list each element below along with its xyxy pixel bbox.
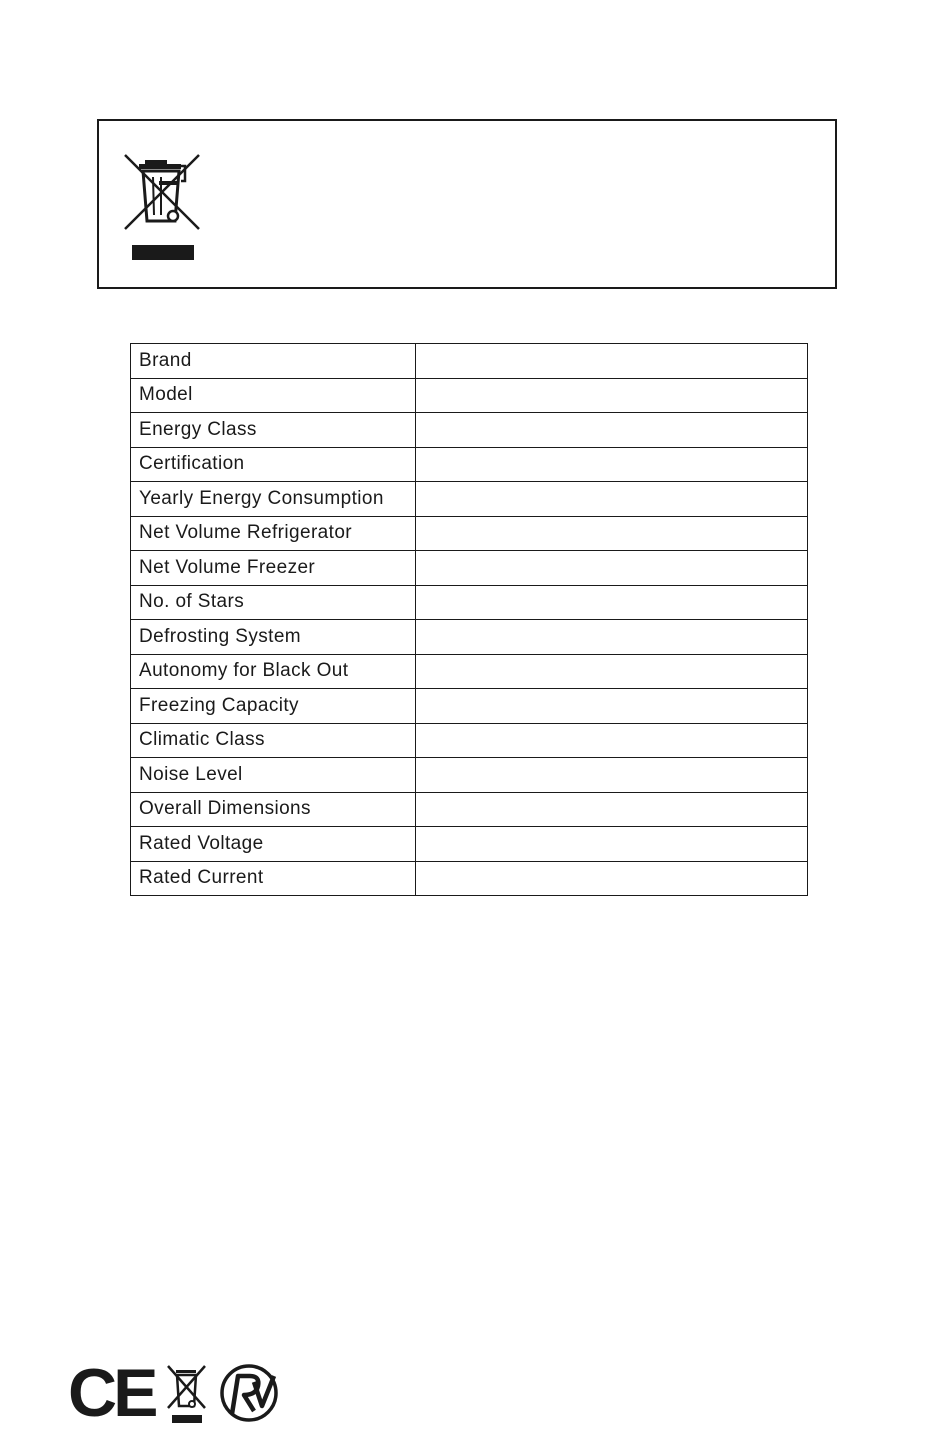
spec-label: Rated Voltage <box>131 827 416 862</box>
rv-mark-icon <box>222 1366 276 1420</box>
spec-label: No. of Stars <box>131 585 416 620</box>
table-row <box>131 378 808 413</box>
spec-value <box>416 482 808 517</box>
spec-label: Freezing Capacity <box>131 689 416 724</box>
spec-label: Model <box>131 378 416 413</box>
table-row <box>131 689 808 724</box>
table-row <box>131 723 808 758</box>
spec-label: Energy Class <box>131 413 416 448</box>
spec-value <box>416 447 808 482</box>
crossed-out-wheelie-bin-icon <box>123 153 203 265</box>
spec-label: Brand <box>131 344 416 379</box>
spec-value <box>416 378 808 413</box>
table-row <box>131 620 808 655</box>
table-row <box>131 758 808 793</box>
weee-bin-icon <box>168 1366 205 1423</box>
spec-label: Net Volume Refrigerator <box>131 516 416 551</box>
specification-table <box>130 343 808 896</box>
certification-logos <box>68 1360 288 1430</box>
spec-label: Noise Level <box>131 758 416 793</box>
spec-value <box>416 654 808 689</box>
spec-label: Certification <box>131 447 416 482</box>
table-row <box>131 516 808 551</box>
spec-value <box>416 861 808 896</box>
spec-value <box>416 689 808 724</box>
spec-value <box>416 827 808 862</box>
spec-value <box>416 792 808 827</box>
table-row <box>131 551 808 586</box>
weee-notice-box <box>97 119 837 289</box>
spec-label: Rated Current <box>131 861 416 896</box>
spec-value <box>416 620 808 655</box>
table-row <box>131 482 808 517</box>
spec-label: Overall Dimensions <box>131 792 416 827</box>
spec-value <box>416 585 808 620</box>
table-row <box>131 447 808 482</box>
spec-value <box>416 516 808 551</box>
spec-value <box>416 344 808 379</box>
table-row <box>131 827 808 862</box>
table-row <box>131 654 808 689</box>
table-row <box>131 792 808 827</box>
spec-value <box>416 551 808 586</box>
spec-label: Defrosting System <box>131 620 416 655</box>
table-row <box>131 861 808 896</box>
ce-mark-icon: CE <box>68 1360 155 1430</box>
spec-value <box>416 413 808 448</box>
spec-value <box>416 723 808 758</box>
spec-label: Climatic Class <box>131 723 416 758</box>
table-row <box>131 413 808 448</box>
spec-label: Autonomy for Black Out <box>131 654 416 689</box>
table-row <box>131 585 808 620</box>
spec-value <box>416 758 808 793</box>
spec-label: Net Volume Freezer <box>131 551 416 586</box>
table-row <box>131 344 808 379</box>
spec-label: Yearly Energy Consumption <box>131 482 416 517</box>
